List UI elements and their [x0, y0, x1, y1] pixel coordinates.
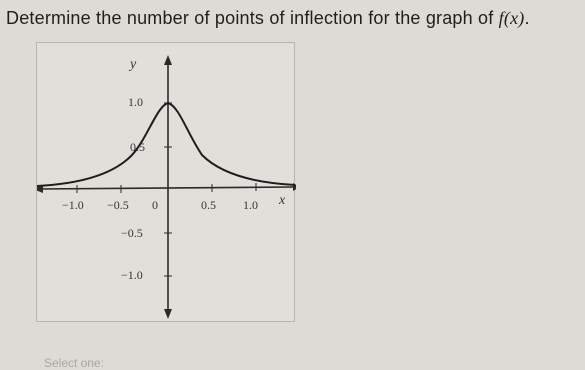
graph-panel	[36, 42, 295, 322]
axis-ticks	[77, 103, 256, 276]
y-tick-label: −1.0	[121, 268, 143, 282]
question-end-mark: .	[524, 8, 530, 28]
function-label: f(x)	[498, 8, 525, 28]
question-prompt: Determine the number of points of inflection for the graph of	[6, 8, 499, 28]
y-axis-arrow-icon	[164, 55, 172, 65]
x-axis-label: x	[279, 193, 286, 208]
graph-svg	[37, 43, 296, 323]
y-tick-label: −0.5	[121, 226, 143, 240]
x-axis-line	[37, 187, 293, 189]
x-tick-label: 0	[152, 198, 158, 212]
x-tick-label: −1.0	[62, 198, 84, 212]
x-tick-label: 1.0	[243, 198, 258, 212]
y-tick-label: 0.5	[130, 140, 145, 154]
select-one-hint: Select one:	[44, 356, 105, 370]
y-axis-label: y	[130, 57, 137, 72]
y-tick-label: 1.0	[128, 95, 143, 109]
question-text	[6, 8, 581, 29]
y-axis-down-arrow-icon	[164, 309, 172, 319]
x-tick-label: 0.5	[201, 198, 216, 212]
function-curve	[37, 103, 295, 186]
x-tick-label: −0.5	[107, 198, 129, 212]
